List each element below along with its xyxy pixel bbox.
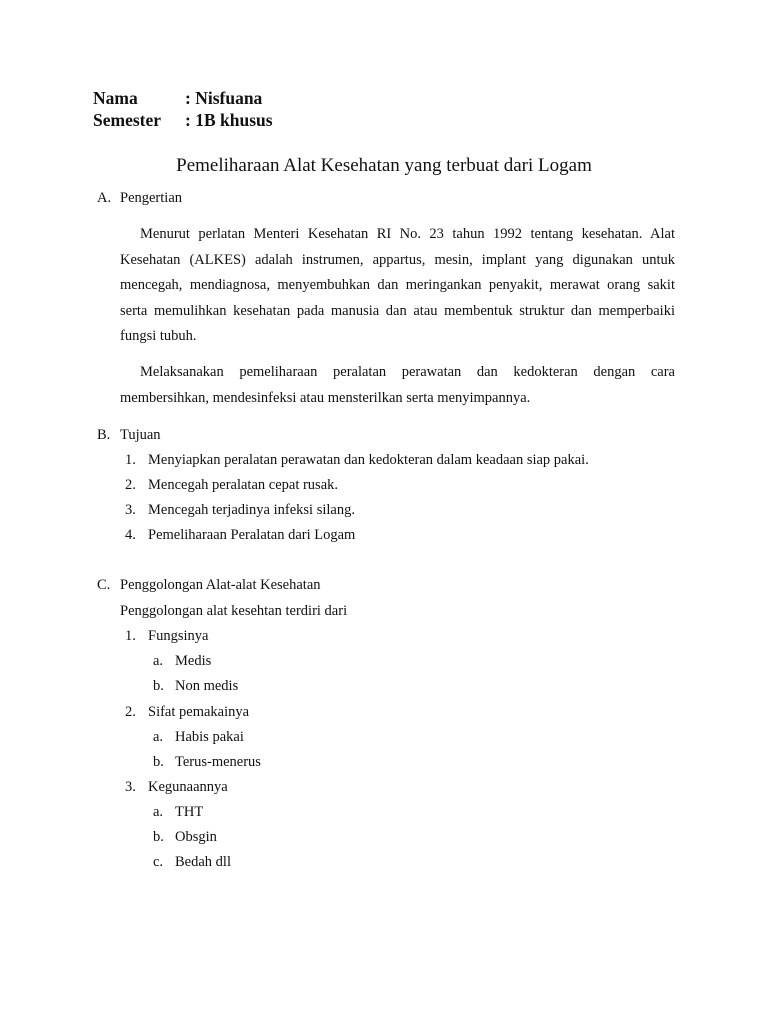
section-a-paragraph-1: Menurut perlatan Menteri Kesehatan RI No. 23 tahun 1992 tentang kesehatan. Alat Kesehatan (ALKES) adalah instrumen, appartus, mesin, implant yang digunakan untuk mencegah, mendiagnosa, menyembuhkan dan meringankan penyakit, merawat orang sakit serta memulihkan kesehatan pada manusia dan atau membentuk struktur dan memperbaiki fungsi tubuh. xyxy=(120,226,675,344)
section-b-marker: B. xyxy=(97,427,111,443)
sub-item-letter: b. xyxy=(153,754,164,770)
name-label: Nama xyxy=(93,88,138,108)
sub-item-letter: b. xyxy=(153,678,164,694)
group-heading: Kegunaannya xyxy=(148,779,228,795)
section-a-heading: Pengertian xyxy=(120,190,183,206)
document-title: Pemeliharaan Alat Kesehatan yang terbuat dari Logam xyxy=(176,155,592,176)
list-item-number: 2. xyxy=(125,477,136,493)
section-b-heading: Tujuan xyxy=(120,427,161,443)
group-number: 1. xyxy=(125,628,136,644)
section-c-heading: Penggolongan Alat-alat Kesehatan xyxy=(120,577,321,593)
sub-item: Terus-menerus xyxy=(175,754,261,770)
sub-item: Medis xyxy=(175,653,212,669)
group-number: 3. xyxy=(125,779,136,795)
semester-value: : 1B khusus xyxy=(185,110,273,130)
name-value: : Nisfuana xyxy=(185,88,263,108)
list-item: Pemeliharaan Peralatan dari Logam xyxy=(148,527,356,543)
sub-item-letter: c. xyxy=(153,854,164,870)
sub-item-letter: a. xyxy=(153,653,164,669)
section-a-marker: A. xyxy=(97,190,112,206)
sub-item: Obsgin xyxy=(175,829,217,845)
section-a-paragraph-2: Melaksanakan pemeliharaan peralatan perawatan dan kedokteran dengan cara membersihkan, mendesinfeksi atau mensterilkan serta menyimpannya. xyxy=(120,364,675,406)
sub-item: Non medis xyxy=(175,678,239,694)
list-item: Mencegah peralatan cepat rusak. xyxy=(148,477,339,493)
list-item-number: 1. xyxy=(125,452,136,468)
section-c-intro: Penggolongan alat kesehtan terdiri dari xyxy=(120,603,348,619)
sub-item: Bedah dll xyxy=(175,854,231,870)
group-number: 2. xyxy=(125,704,136,720)
group-heading: Fungsinya xyxy=(148,628,209,644)
sub-item-letter: a. xyxy=(153,804,164,820)
list-item: Menyiapkan peralatan perawatan dan kedokteran dalam keadaan siap pakai. xyxy=(148,452,589,468)
list-item: Mencegah terjadinya infeksi silang. xyxy=(148,502,355,518)
list-item-number: 4. xyxy=(125,527,136,543)
sub-item-letter: a. xyxy=(153,729,164,745)
group-heading: Sifat pemakainya xyxy=(148,704,250,720)
sub-item: Habis pakai xyxy=(175,729,244,745)
list-item-number: 3. xyxy=(125,502,136,518)
sub-item: THT xyxy=(175,804,204,820)
semester-label: Semester xyxy=(93,110,162,130)
sub-item-letter: b. xyxy=(153,829,164,845)
section-c-marker: C. xyxy=(97,577,111,593)
